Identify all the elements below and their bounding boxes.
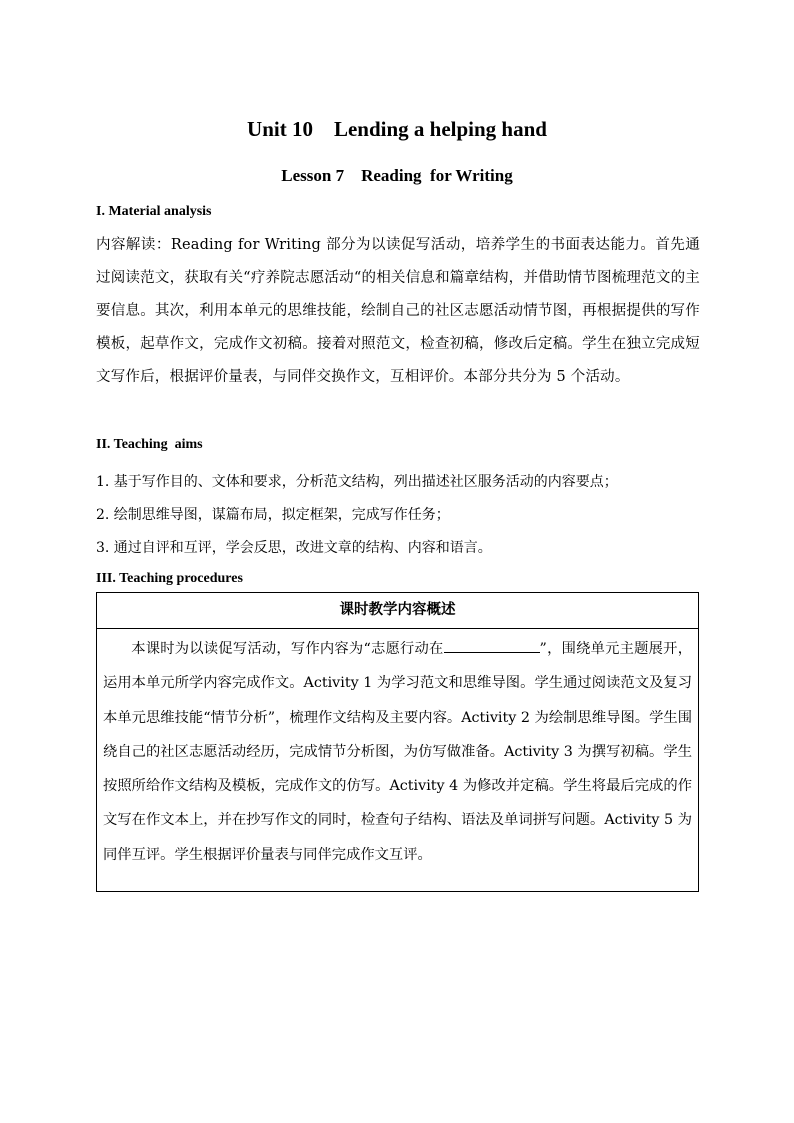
teaching-procedures-heading: III. Teaching procedures (96, 571, 243, 586)
document-title: Unit 10 Lending a helping hand (247, 117, 547, 141)
procedures-table (96, 592, 699, 892)
material-analysis-heading: I. Material analysis (96, 204, 212, 219)
table-intro-text: 本课时为以读促写活动，写作内容为“志愿行动在 (131, 641, 444, 657)
teaching-aim-item: 3. 通过自评和互评，学会反思，改进文章的结构、内容和语言。 (96, 540, 492, 556)
lesson-subtitle: Lesson 7 Reading for Writing (281, 166, 513, 185)
table-header: 课时教学内容概述 (97, 593, 698, 629)
teaching-aims-heading: II. Teaching aims (96, 437, 203, 452)
table-cell-content (97, 629, 698, 872)
material-analysis-content: 内容解读：Reading for Writing 部分为以读促写活动，培养学生的书面表达能力。首先通过阅读范文，获取有关“疗养院志愿活动“的相关信息和篇章结构，并借助情节图梳理范文的主要信息。其次，利用本单元的思维技能，绘制自己的社区志愿活动情节图，再根据提供的写作模板，起草作文，完成作文初稿。接着对照范文，检查初稿，修改后定稿。学生在独立完成短文写作后，根据评价量表，与同伴交换作文，互相评价。本部分共分为 5 个活动。 (96, 237, 700, 385)
teaching-aim-item: 1. 基于写作目的、文体和要求，分析范文结构，列出描述社区服务活动的内容要点； (96, 474, 618, 490)
table-body-text: ”，围绕单元主题展开，运用本单元所学内容完成作文。Activity 1 为学习范文和思维导图。学生通过阅读范文及复习本单元思维技能“情节分析”，梳理作文结构及主要内容。Activity 2 为绘制思维导图。学生围绕自己的社区志愿活动经历，完成情节分析图，为仿写做准备。Activity 3 为撰写初稿。学生按照所给作文结构及模板，完成作文的仿写。Activity 4 为修改并定稿。学生将最后完成的作文写在作文本上，并在抄写作文的同时，检查句子结构、语法及单词拼写问题。Activity 5 为同伴互评。学生根据评价量表与同伴完成作文互评。 (103, 641, 692, 863)
fill-in-blank (444, 638, 540, 653)
teaching-aim-item: 2. 绘制思维导图，谋篇布局，拟定框架，完成写作任务； (96, 507, 450, 523)
